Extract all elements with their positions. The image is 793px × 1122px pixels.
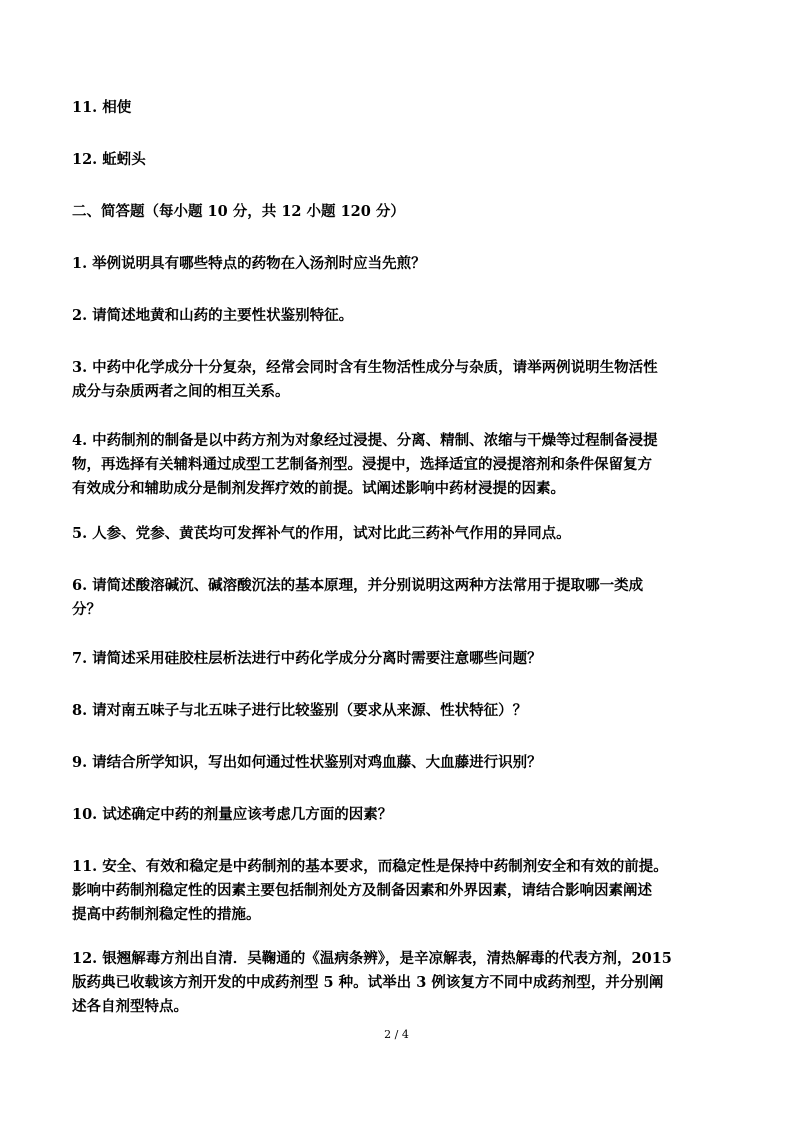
section-heading: 二、简答题（每小题 10 分，共 12 小题 120 分） xyxy=(72,203,405,220)
question-2-line-1: 2. 请简述地黄和山药的主要性状鉴别特征。 xyxy=(72,307,354,324)
question-3-line-2: 成分与杂质两者之间的相互关系。 xyxy=(72,383,290,400)
question-9-line-1: 9. 请结合所学知识，写出如何通过性状鉴别对鸡血藤、大血藤进行识别？ xyxy=(72,754,542,771)
page-number: 2 / 4 xyxy=(384,1028,409,1041)
question-12-line-3: 述各自剂型特点。 xyxy=(72,998,188,1015)
question-8-line-1: 8. 请对南五味子与北五味子进行比较鉴别（要求从来源、性状特征）？ xyxy=(72,702,528,719)
question-12 xyxy=(72,947,732,1019)
question-4-line-1: 4. 中药制剂的制备是以中药方剂为对象经过浸提、分离、精制、浓缩与干燥等过程制备浸提 xyxy=(72,432,658,449)
term-item-12: 12. 蚯蚓头 xyxy=(72,151,146,168)
question-3-line-1: 3. 中药中化学成分十分复杂，经常会同时含有生物活性成分与杂质，请举两例说明生物活性 xyxy=(72,359,658,376)
question-11-line-1: 11. 安全、有效和稳定是中药制剂的基本要求，而稳定性是保持中药制剂安全和有效的前提。 xyxy=(72,858,668,875)
question-4-line-3: 有效成分和辅助成分是制剂发挥疗效的前提。试阐述影响中药材浸提的因素。 xyxy=(72,480,565,497)
question-11-line-2: 影响中药制剂稳定性的因素主要包括制剂处方及制备因素和外界因素，请结合影响因素阐述 xyxy=(72,882,652,899)
question-4-line-2: 物，再选择有关辅料通过成型工艺制备剂型。浸提中，选择适宜的浸提溶剂和条件保留复方 xyxy=(72,456,652,473)
question-11 xyxy=(72,855,732,927)
question-6 xyxy=(72,574,732,622)
question-8 xyxy=(72,699,732,723)
question-10 xyxy=(72,803,732,827)
question-6-line-1: 6. 请简述酸溶碱沉、碱溶酸沉法的基本原理，并分别说明这两种方法常用于提取哪一类成 xyxy=(72,577,644,594)
question-7-line-1: 7. 请简述采用硅胶柱层析法进行中药化学成分分离时需要注意哪些问题？ xyxy=(72,650,542,667)
question-2 xyxy=(72,304,732,328)
question-9 xyxy=(72,751,732,775)
question-6-line-2: 分？ xyxy=(72,601,101,618)
question-5 xyxy=(72,522,732,546)
question-3 xyxy=(72,356,732,404)
question-1-line-1: 1. 举例说明具有哪些特点的药物在入汤剂时应当先煎？ xyxy=(72,255,426,272)
question-5-line-1: 5. 人参、党参、黄芪均可发挥补气的作用，试对比此三药补气作用的异同点。 xyxy=(72,525,571,542)
question-1 xyxy=(72,252,732,276)
question-4 xyxy=(72,429,732,501)
question-11-line-3: 提高中药制剂稳定性的措施。 xyxy=(72,906,261,923)
question-12-line-1: 12. 银翘解毒方剂出自清．吴鞠通的《温病条辨》，是辛凉解表，清热解毒的代表方剂，2015 xyxy=(72,950,672,967)
question-7 xyxy=(72,647,732,671)
question-10-line-1: 10. 试述确定中药的剂量应该考虑几方面的因素？ xyxy=(72,806,393,823)
term-item-11: 11. 相使 xyxy=(72,99,132,116)
question-12-line-2: 版药典已收载该方剂开发的中成药剂型 5 种。试举出 3 例该复方不同中成药剂型，并分别阐 xyxy=(72,974,664,991)
